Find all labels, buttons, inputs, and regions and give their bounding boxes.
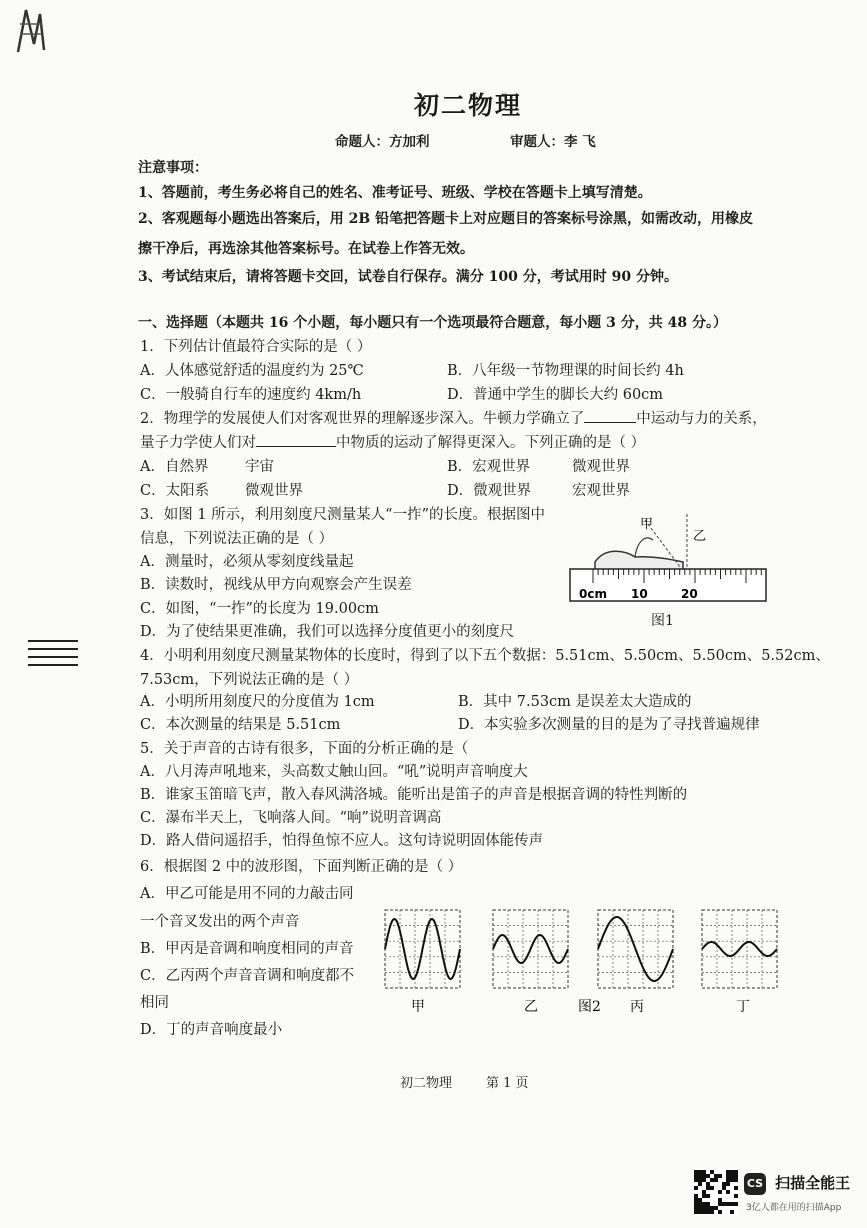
q6-option-d: D．丁的声音响度最小 bbox=[140, 1022, 283, 1038]
q2-option-c-2: 微观世界 bbox=[245, 483, 303, 499]
qr-cell bbox=[702, 1170, 706, 1174]
figure-2-waveforms bbox=[380, 905, 780, 1015]
figure-1-caption: 图1 bbox=[651, 613, 674, 629]
q4-option-d: D．本实验多次测量的目的是为了寻找普遍规律 bbox=[458, 717, 760, 733]
qr-cell bbox=[734, 1170, 738, 1174]
q1-option-a: A．人体感觉舒适的温度约为 25℃ bbox=[140, 363, 364, 379]
page-title: 初二物理 bbox=[414, 91, 523, 120]
q2-option-a: A．自然界 bbox=[140, 459, 209, 475]
qr-cell bbox=[706, 1182, 710, 1186]
qr-cell bbox=[706, 1210, 710, 1214]
qr-code-icon bbox=[694, 1170, 738, 1214]
wave-label-yi: 乙 bbox=[524, 999, 538, 1015]
q6-option-c: C．乙丙两个声音音调和响度都不 bbox=[140, 968, 355, 984]
qr-cell bbox=[694, 1210, 698, 1214]
qr-cell bbox=[734, 1186, 738, 1190]
qr-cell bbox=[702, 1206, 706, 1210]
q5-option-d: D．路人借问遥招手，怕得鱼惊不应人。这句诗说明固体能传声 bbox=[140, 833, 544, 849]
qr-cell bbox=[726, 1170, 730, 1174]
qr-cell bbox=[694, 1170, 698, 1174]
wave-label-jia: 甲 bbox=[411, 999, 425, 1015]
waveform-bing bbox=[598, 917, 673, 981]
waveform-ding bbox=[702, 942, 777, 956]
notes-heading: 注意事项： bbox=[138, 160, 208, 176]
qr-cell bbox=[698, 1210, 702, 1214]
qr-cell bbox=[722, 1202, 726, 1206]
qr-cell bbox=[698, 1202, 702, 1206]
q5-option-a: A．八月涛声吼地来，头高数丈触山回。“吼”说明声音响度大 bbox=[140, 764, 528, 780]
binding-lines bbox=[28, 640, 78, 672]
q5-option-c: C．瀑布半天上，飞响落人间。“响”说明音调高 bbox=[140, 810, 442, 826]
qr-cell bbox=[726, 1182, 730, 1186]
q4-stem-line1: 4．小明利用刻度尺测量某物体的长度时，得到了以下五个数据：5.51cm、5.50cm、5.50cm、5.52cm、 bbox=[140, 648, 830, 664]
qr-cell bbox=[694, 1186, 698, 1190]
note-item-1: 1、答题前，考生务必将自己的姓名、准考证号、班级、学校在答题卡上填写清楚。 bbox=[138, 185, 652, 201]
q2-option-a-2: 宇宙 bbox=[245, 459, 274, 475]
scanner-name: 扫描全能王 bbox=[775, 1174, 851, 1192]
qr-cell bbox=[706, 1206, 710, 1210]
qr-cell bbox=[710, 1206, 714, 1210]
q2-option-b-2: 微观世界 bbox=[572, 459, 630, 475]
qr-cell bbox=[710, 1170, 714, 1174]
qr-cell bbox=[694, 1174, 698, 1178]
note-item-2: 2、客观题每小题选出答案后，用 2B 铅笔把答题卡上对应题目的答案标号涂黑，如需改动，用橡皮 bbox=[138, 211, 754, 227]
qr-cell bbox=[702, 1190, 706, 1194]
qr-cell bbox=[718, 1190, 722, 1194]
q4-option-b: B．其中 7.53cm 是误差太大造成的 bbox=[458, 694, 692, 710]
qr-cell bbox=[698, 1174, 702, 1178]
qr-cell bbox=[694, 1202, 698, 1206]
q4-option-c: C．本次测量的结果是 5.51cm bbox=[140, 717, 341, 733]
qr-cell bbox=[734, 1194, 738, 1198]
footer-subject: 初二物理 bbox=[400, 1076, 453, 1091]
qr-cell bbox=[698, 1198, 702, 1202]
qr-cell bbox=[714, 1178, 718, 1182]
qr-cell bbox=[718, 1198, 722, 1202]
qr-cell bbox=[734, 1202, 738, 1206]
qr-cell bbox=[714, 1174, 718, 1178]
q3-option-d: D．为了使结果更准确，我们可以选择分度值更小的刻度尺 bbox=[140, 624, 515, 640]
ruler-label-10: 10 bbox=[631, 587, 648, 601]
q2-stem-line1 bbox=[140, 407, 767, 428]
qr-cell bbox=[730, 1210, 734, 1214]
q2-option-b: B．宏观世界 bbox=[447, 459, 531, 475]
note-item-2-cont: 擦干净后，再选涂其他答案标号。在试卷上作答无效。 bbox=[138, 241, 474, 257]
footer-page-number: 第 1 页 bbox=[486, 1076, 529, 1091]
camscanner-logo: CS bbox=[744, 1173, 766, 1195]
q2-stem-part1: 2．物理学的发展使人们对客观世界的理解逐步深入。牛顿力学确立了 bbox=[140, 411, 585, 427]
qr-cell bbox=[714, 1206, 718, 1210]
qr-cell bbox=[698, 1170, 702, 1174]
q2-stem-part4: 中物质的运动了解得更深入。下列正确的是（ ） bbox=[336, 435, 646, 451]
qr-cell bbox=[702, 1194, 706, 1198]
q1-option-c: C．一般骑自行车的速度约 4km/h bbox=[140, 387, 362, 403]
label-jia: 甲 bbox=[640, 517, 654, 532]
qr-cell bbox=[694, 1178, 698, 1182]
q6-option-c-cont: 相同 bbox=[140, 995, 169, 1011]
ruler-label-0: 0cm bbox=[579, 587, 607, 601]
qr-cell bbox=[694, 1206, 698, 1210]
figure-2-caption: 图2 bbox=[578, 999, 601, 1015]
q6-stem: 6．根据图 2 中的波形图，下面判断正确的是（ ） bbox=[140, 859, 463, 875]
q5-option-b: B．谁家玉笛暗飞声，散入春风满洛城。能听出是笛子的声音是根据音调的特性判断的 bbox=[140, 787, 688, 803]
qr-cell bbox=[730, 1178, 734, 1182]
qr-cell bbox=[702, 1202, 706, 1206]
qr-cell bbox=[730, 1170, 734, 1174]
qr-cell bbox=[706, 1186, 710, 1190]
qr-cell bbox=[722, 1182, 726, 1186]
q2-blank-1 bbox=[584, 408, 636, 423]
q3-option-a: A．测量时，必须从零刻度线量起 bbox=[140, 554, 354, 570]
qr-cell bbox=[694, 1194, 698, 1198]
q2-option-d: D．微观世界 bbox=[447, 483, 532, 499]
q2-blank-2 bbox=[256, 432, 336, 447]
q5-stem: 5．关于声音的古诗有很多，下面的分析正确的是（ bbox=[140, 741, 469, 757]
q2-stem-line2 bbox=[140, 431, 645, 452]
question-setter: 命题人：方加利 bbox=[335, 134, 430, 150]
qr-cell bbox=[710, 1210, 714, 1214]
waveform-yi bbox=[493, 935, 568, 963]
qr-cell bbox=[722, 1186, 726, 1190]
qr-cell bbox=[734, 1174, 738, 1178]
scanner-watermark bbox=[744, 1172, 850, 1195]
qr-cell bbox=[694, 1198, 698, 1202]
q3-option-b: B．读数时，视线从甲方向观察会产生误差 bbox=[140, 577, 412, 593]
q3-stem-line1: 3．如图 1 所示，利用刻度尺测量某人“一拃”的长度。根据图中 bbox=[140, 507, 545, 523]
q4-stem-line2: 7.53cm，下列说法正确的是（ ） bbox=[140, 672, 359, 688]
label-yi: 乙 bbox=[693, 529, 707, 544]
qr-cell bbox=[702, 1178, 706, 1182]
qr-cell bbox=[698, 1178, 702, 1182]
qr-cell bbox=[726, 1174, 730, 1178]
q3-stem-line2: 信息，下列说法正确的是（ ） bbox=[140, 531, 334, 547]
q3-option-c: C．如图，“一拃”的长度为 19.00cm bbox=[140, 601, 379, 617]
q1-stem: 1．下列估计值最符合实际的是（ ） bbox=[140, 339, 372, 355]
qr-cell bbox=[726, 1178, 730, 1182]
scanner-tagline: 3亿人都在用的扫描App bbox=[746, 1203, 842, 1213]
qr-cell bbox=[726, 1202, 730, 1206]
qr-cell bbox=[706, 1194, 710, 1198]
qr-cell bbox=[734, 1178, 738, 1182]
qr-cell bbox=[718, 1174, 722, 1178]
qr-cell bbox=[706, 1202, 710, 1206]
ruler-label-20: 20 bbox=[681, 587, 698, 601]
qr-cell bbox=[710, 1186, 714, 1190]
qr-cell bbox=[730, 1174, 734, 1178]
qr-cell bbox=[730, 1202, 734, 1206]
q2-option-d-2: 宏观世界 bbox=[572, 483, 630, 499]
q4-option-a: A．小明所用刻度尺的分度值为 1cm bbox=[140, 694, 375, 710]
waveform-jia bbox=[385, 919, 460, 979]
q2-option-c: C．太阳系 bbox=[140, 483, 210, 499]
qr-cell bbox=[718, 1210, 722, 1214]
qr-cell bbox=[702, 1210, 706, 1214]
q1-option-d: D．普通中学生的脚长大约 60cm bbox=[447, 387, 664, 403]
qr-cell bbox=[702, 1174, 706, 1178]
q6-option-b: B．甲丙是音调和响度相同的声音 bbox=[140, 941, 354, 957]
q6-option-a: A．甲乙可能是用不同的力敲击同 bbox=[140, 886, 354, 902]
qr-cell bbox=[706, 1174, 710, 1178]
wave-label-ding: 丁 bbox=[736, 999, 750, 1015]
qr-cell bbox=[726, 1190, 730, 1194]
qr-cell bbox=[718, 1202, 722, 1206]
scan-corner-mark bbox=[14, 4, 48, 56]
section-heading: 一、选择题（本题共 16 个小题，每小题只有一个选项最符合题意，每小题 3 分，共 48 分。） bbox=[138, 315, 727, 331]
question-reviewer: 审题人：李 飞 bbox=[510, 134, 596, 150]
q2-stem-part2: 中运动与力的关系， bbox=[636, 411, 767, 427]
q2-stem-part3: 量子力学使人们对 bbox=[140, 435, 256, 451]
q6-option-a-cont: 一个音叉发出的两个声音 bbox=[140, 914, 300, 930]
qr-cell bbox=[710, 1178, 714, 1182]
wave-label-bing: 丙 bbox=[630, 999, 644, 1015]
qr-cell bbox=[698, 1182, 702, 1186]
note-item-3: 3、考试结束后，请将答题卡交回，试卷自行保存。满分 100 分，考试用时 90 分钟。 bbox=[138, 269, 678, 285]
qr-cell bbox=[698, 1206, 702, 1210]
q1-option-b: B．八年级一节物理课的时间长约 4h bbox=[447, 363, 684, 379]
